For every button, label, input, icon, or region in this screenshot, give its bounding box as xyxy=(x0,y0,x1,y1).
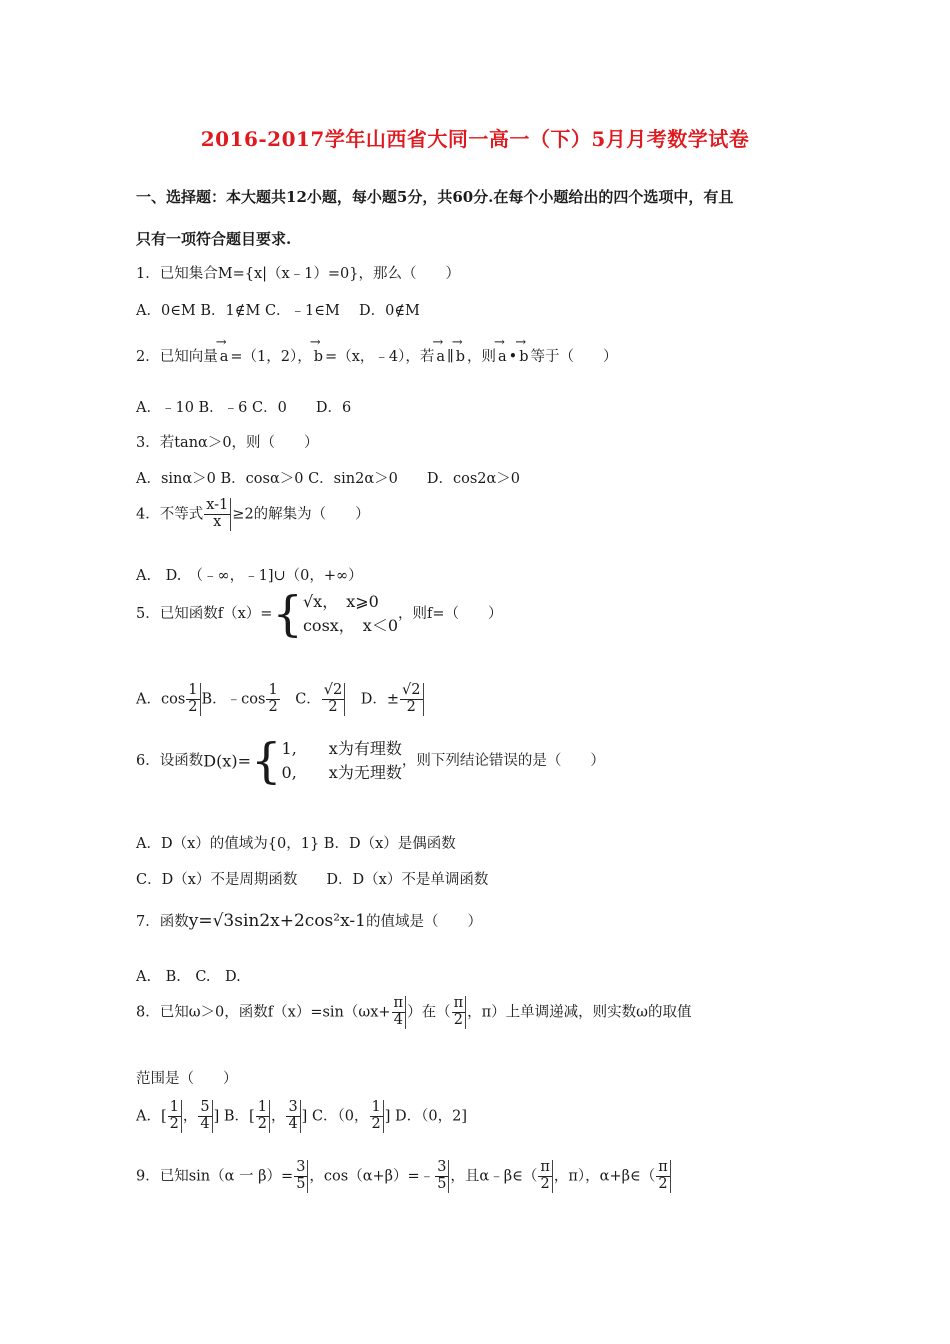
fraction: $\frac{\pi}{2}$ xyxy=(452,996,467,1029)
fraction: $\frac{3}{5}$ xyxy=(435,1160,449,1193)
q2-stem: 2．已知向量→ a =（1，2），→ b =（x，﹣4），若→ a ∥→ b ，则→ a •→ b 等于（ ） xyxy=(136,345,618,366)
vector-b: → b xyxy=(312,349,325,365)
brace: { xyxy=(250,733,282,789)
q6-options-line2: C．D（x）不是周期函数 D．D（x）不是单调函数 xyxy=(136,872,489,888)
q2-options: A．﹣10 B．﹣6 C．0 D．6 xyxy=(136,400,352,416)
fraction: $\frac{x-1}{x}$ xyxy=(204,498,231,531)
fraction: $\frac{3}{5}$ xyxy=(294,1160,308,1193)
vector-a: → a xyxy=(218,349,231,365)
q7-stem: 7．函数y=√3sin2x+2cos²x-1的值域是（ ） xyxy=(136,911,482,931)
q5-options: A．cos $\frac{1}{2}$ B．﹣cos $\frac{1}{2}$ C． $\frac{√2}{2}$ D．± $\frac{√2}{2}$ xyxy=(136,683,425,716)
fraction: $\frac{1}{2}$ xyxy=(256,1100,270,1133)
q8-stem: 8．已知ω＞0，函数f（x）=sin（ωx+ $\frac{\pi}{4}$ ）在（ $\frac{\pi}{2}$ ，π）上单调递减，则实数ω的取值 xyxy=(136,995,692,1028)
q6-options-line1: A．D（x）的值域为{0，1} B．D（x）是偶函数 xyxy=(136,836,456,852)
q1-options: A．0∈M B．1∉M C．﹣1∈M D．0∉M xyxy=(136,303,420,319)
q3-stem: 3．若tanα＞0，则（ ） xyxy=(136,435,319,451)
fraction: $\frac{\pi}{4}$ xyxy=(392,996,407,1029)
q9-stem: 9．已知sin（α 一 β）= $\frac{3}{5}$ ，cos（α+β）=﹣ $\frac{3}{5}$ ，且α﹣β∈（ $\frac{\pi}{2}$ ，π），α+β∈（ $\frac{\pi}{2}$ xyxy=(136,1160,672,1193)
page-title: 2016-2017学年山西省大同一高一（下）5月月考数学试卷 xyxy=(200,127,750,151)
q7-options: A. B. C. D. xyxy=(136,969,241,985)
q3-options: A．sinα＞0 B．cosα＞0 C．sin2α＞0 D．cos2α＞0 xyxy=(136,471,521,487)
vector-b: → b xyxy=(517,349,530,365)
vector-a: → a xyxy=(434,349,447,365)
formula: y=√3sin2x+2cos²x-1 xyxy=(188,911,366,931)
q4-stem: 4．不等式 $\frac{x-1}{x}$ ≥2的解集为（ ） xyxy=(136,497,370,530)
q5-stem: 5．已知函数f（x）={ √x， x⩾0 cosx， x＜0 ，则f=（ ） xyxy=(136,586,503,642)
section-heading-line2: 只有一项符合题目要求. xyxy=(136,230,292,248)
brace: { xyxy=(272,586,303,642)
q6-stem: 6．设函数D(x)={ 1, x为有理数 0, x为无理数 ，则下列结论错误的是（ ） xyxy=(136,733,605,789)
fraction: $\frac{√2}{2}$ xyxy=(400,683,423,716)
fraction: $\frac{\pi}{2}$ xyxy=(656,1160,671,1193)
fraction: $\frac{1}{2}$ xyxy=(168,1100,182,1133)
q8-stem-line2: 范围是（ ） xyxy=(136,1071,238,1087)
fraction: $\frac{\pi}{2}$ xyxy=(538,1160,553,1193)
piecewise-function: 1, x为有理数 0, x为无理数 xyxy=(281,739,402,782)
fraction: $\frac{1}{2}$ xyxy=(370,1100,384,1133)
fraction: $\frac{√2}{2}$ xyxy=(322,683,345,716)
fraction: $\frac{5}{4}$ xyxy=(198,1100,212,1133)
fraction: $\frac{1}{2}$ xyxy=(268,682,278,715)
piecewise-function: √x， x⩾0 cosx， x＜0 xyxy=(302,592,399,635)
fraction: $\frac{3}{4}$ xyxy=(286,1100,300,1133)
vector-a: → a xyxy=(496,349,509,365)
section-heading-line1: 一、选择题：本大题共12小题，每小题5分，共60分.在每个小题给出的四个选项中，有且 xyxy=(136,188,734,206)
q1-stem: 1．已知集合M={x|（x﹣1）=0}，那么（ ） xyxy=(136,266,461,282)
fraction: $\frac{1}{2}$ xyxy=(186,683,200,716)
q4-options: A. D. （﹣∞，﹣1]∪（0，+∞） xyxy=(136,568,363,584)
q8-options: A．[ $\frac{1}{2}$ ， $\frac{5}{4}$ ] B．[ $\frac{1}{2}$ ， $\frac{3}{4}$ ] C．（0， $\frac{1}{2}$ ] D．（0，2] xyxy=(136,1099,467,1132)
vector-b: → b xyxy=(454,349,467,365)
